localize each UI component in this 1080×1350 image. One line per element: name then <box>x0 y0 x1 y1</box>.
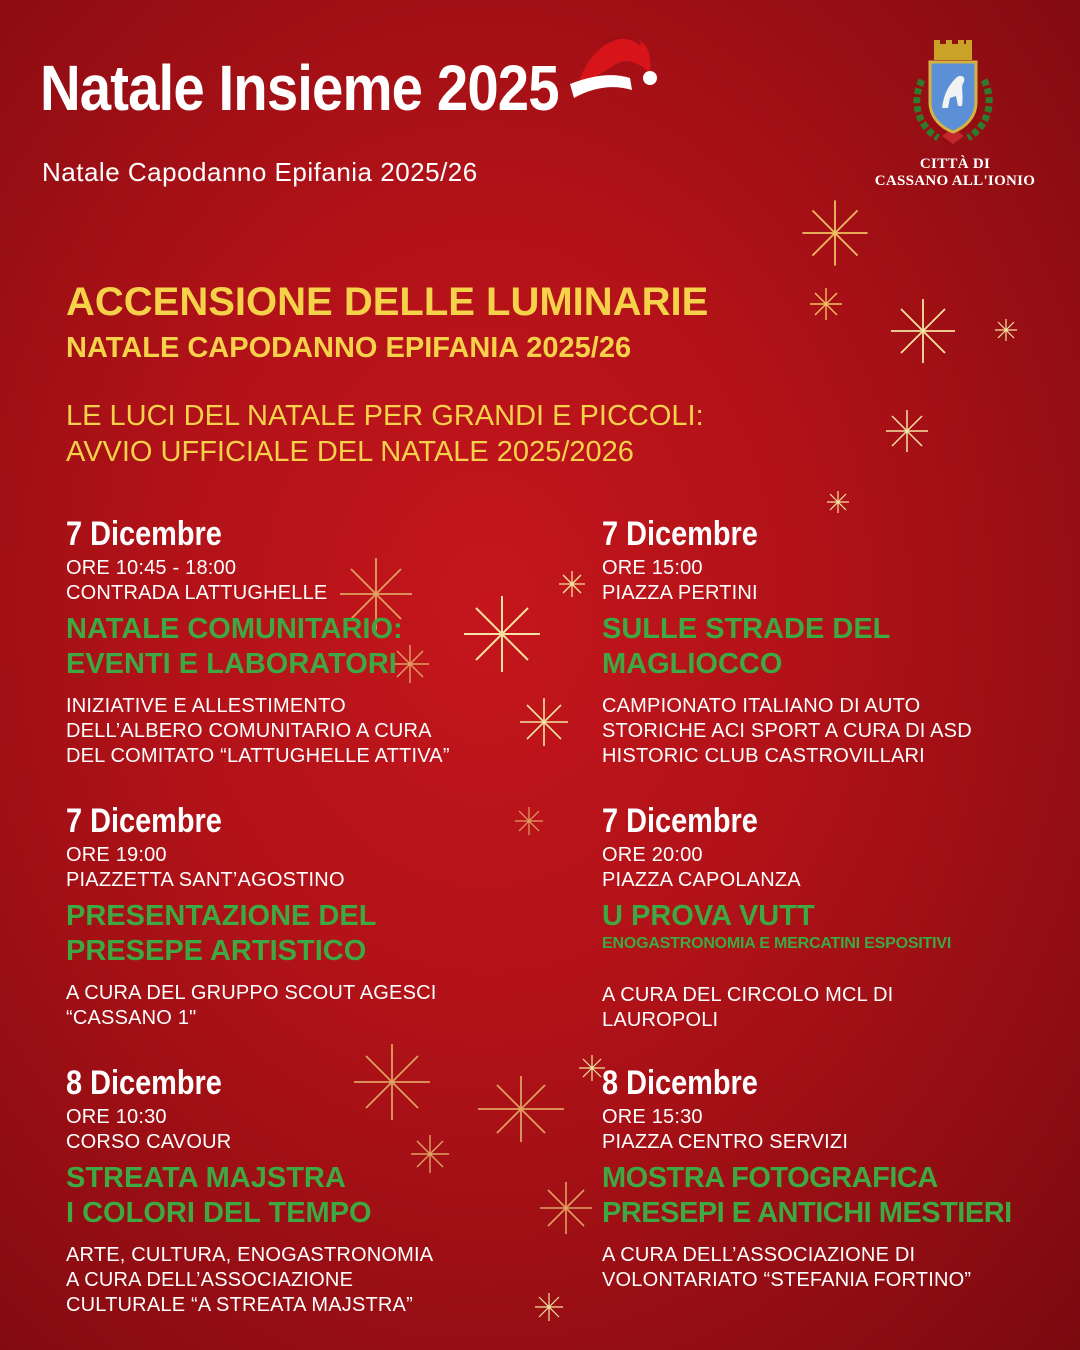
event-description: A CURA DEL GRUPPO SCOUT AGESCI “CASSANO 1" <box>66 982 437 1029</box>
event-time: ORE 15:30 <box>602 1106 703 1128</box>
event-time: ORE 15:00 <box>602 557 703 579</box>
sparkle-icon <box>994 318 1018 342</box>
sparkle-icon <box>518 696 570 748</box>
crest-caption <box>860 156 1050 190</box>
event-title: PRESENTAZIONE DEL PRESEPE ARTISTICO <box>66 900 377 967</box>
event-title: STREATA MAJSTRA I COLORI DEL TEMPO <box>66 1162 372 1229</box>
sparkle-icon <box>538 1180 594 1236</box>
event-description: ARTE, CULTURA, ENOGASTRONOMIA A CURA DELL’ASSOCIAZIONE CULTURALE “A STREATA MAJSTRA” <box>66 1244 434 1316</box>
event-time: ORE 20:00 <box>602 844 703 866</box>
intro-line: LE LUCI DEL NATALE PER GRANDI E PICCOLI: <box>66 400 704 432</box>
sparkle-icon <box>808 286 844 322</box>
event-place: PIAZZETTA SANT’AGOSTINO <box>66 869 345 891</box>
subtitle: Natale Capodanno Epifania 2025/26 <box>42 157 478 187</box>
event-time: ORE 10:30 <box>66 1106 167 1128</box>
event-date: 7 Dicembre <box>66 515 222 553</box>
event-card <box>602 803 1052 1033</box>
sparkle-icon <box>884 408 930 454</box>
event-date: 8 Dicembre <box>602 1064 758 1102</box>
event-description: A CURA DEL CIRCOLO MCL DI LAUROPOLI <box>602 984 894 1031</box>
event-title: MOSTRA FOTOGRAFICA PRESEPI E ANTICHI MESTIERI <box>602 1162 1012 1229</box>
event-description: A CURA DELL’ASSOCIAZIONE DI VOLONTARIATO “STEFANIA FORTINO” <box>602 1244 972 1291</box>
sparkle-icon <box>800 198 870 268</box>
event-card <box>602 1065 1062 1293</box>
event-date: 7 Dicembre <box>602 802 758 840</box>
event-card <box>66 516 506 769</box>
event-time: ORE 10:45 - 18:00 <box>66 557 237 579</box>
intro-text <box>66 398 704 470</box>
city-crest-icon <box>908 40 998 150</box>
event-time: ORE 19:00 <box>66 844 167 866</box>
santa-hat-icon <box>560 26 660 106</box>
event-title: SULLE STRADE DEL MAGLIOCCO <box>602 613 891 680</box>
event-place: CORSO CAVOUR <box>66 1131 232 1153</box>
intro-line: AVVIO UFFICIALE DEL NATALE 2025/2026 <box>66 436 634 468</box>
event-place: PIAZZA CAPOLANZA <box>602 869 801 891</box>
headline: ACCENSIONE DELLE LUMINARIE <box>66 280 709 324</box>
crest-caption-line1: CITTÀ DI <box>919 156 991 172</box>
crest-caption-line2: CASSANO ALL'IONIO <box>874 173 1036 189</box>
headline-subtitle: NATALE CAPODANNO EPIFANIA 2025/26 <box>66 332 632 364</box>
event-card <box>66 1065 506 1318</box>
event-title: U PROVA VUTT <box>602 900 815 932</box>
sparkle-icon <box>558 570 586 598</box>
event-place: PIAZZA PERTINI <box>602 582 758 604</box>
event-date: 7 Dicembre <box>602 515 758 553</box>
event-description: CAMPIONATO ITALIANO DI AUTO STORICHE ACI SPORT A CURA DI ASD HISTORIC CLUB CASTROVILLARI <box>602 695 972 767</box>
sparkle-icon <box>888 296 958 366</box>
event-card <box>66 803 506 1031</box>
sparkle-icon <box>534 1292 564 1322</box>
event-date: 7 Dicembre <box>66 802 222 840</box>
sparkle-icon <box>514 806 544 836</box>
event-place: PIAZZA CENTRO SERVIZI <box>602 1131 849 1153</box>
event-title: NATALE COMUNITARIO: EVENTI E LABORATORI <box>66 613 403 680</box>
event-place: CONTRADA LATTUGHELLE <box>66 582 328 604</box>
main-title: Natale Insieme 2025 <box>40 52 559 124</box>
event-description: INIZIATIVE E ALLESTIMENTO DELL’ALBERO COMUNITARIO A CURA DEL COMITATO “LATTUGHELLE ATTIVA” <box>66 695 450 767</box>
event-date: 8 Dicembre <box>66 1064 222 1102</box>
sparkle-icon <box>826 490 850 514</box>
event-card <box>602 516 1042 769</box>
event-subtitle: ENOGASTRONOMIA E MERCATINI ESPOSITIVI <box>602 935 952 952</box>
